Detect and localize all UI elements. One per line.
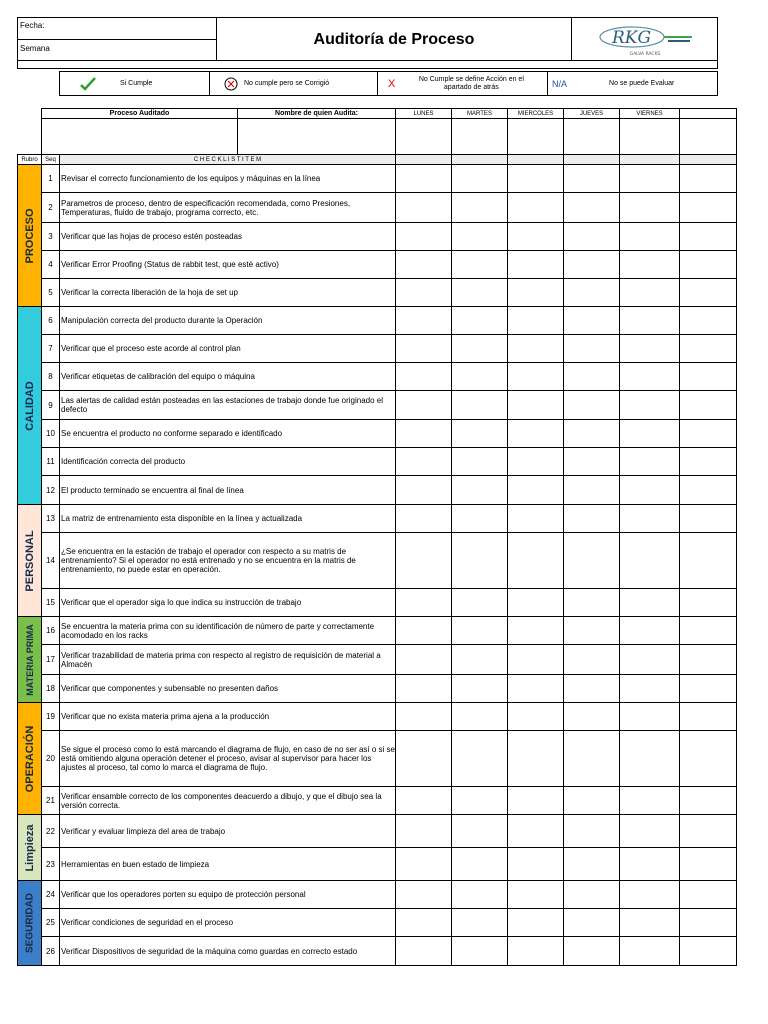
- table-row: [18, 787, 737, 815]
- day-check-cell[interactable]: [396, 505, 452, 533]
- checkmark-icon: [80, 77, 96, 91]
- day-check-cell[interactable]: [452, 909, 508, 937]
- checklist-item: Verificar condiciones de seguridad en el proceso: [60, 909, 396, 937]
- day-check-cell[interactable]: [452, 881, 508, 909]
- rubro-header: Rubro: [18, 155, 42, 165]
- day-check-cell[interactable]: [508, 476, 564, 505]
- day-check-cell[interactable]: [564, 307, 620, 335]
- semana-field[interactable]: [18, 40, 217, 61]
- semana-label: Semana: [20, 44, 50, 53]
- day-check-cell[interactable]: [564, 848, 620, 881]
- day-check-cell[interactable]: [396, 848, 452, 881]
- day-check-cell[interactable]: [396, 307, 452, 335]
- checklist-item: Verificar que el operador siga lo que indica su instrucción de trabajo: [60, 589, 396, 617]
- day-check-cell[interactable]: [452, 391, 508, 420]
- table-row: [18, 731, 737, 787]
- day-check-cell[interactable]: [452, 223, 508, 251]
- day-check-cell[interactable]: [396, 645, 452, 675]
- day-check-cell[interactable]: [620, 363, 680, 391]
- day-check-cell[interactable]: [620, 223, 680, 251]
- company-logo: [572, 18, 718, 61]
- checklist-item: Parametros de proceso, dentro de especificación recomendada, como Presiones, Temperaturas, fluido de trabajo, programa correcto, etc.: [60, 193, 396, 223]
- day-check-cell[interactable]: [452, 363, 508, 391]
- logo-mark: RKG: [612, 28, 652, 48]
- day-check-cell[interactable]: [452, 815, 508, 848]
- fecha-field[interactable]: [18, 18, 217, 40]
- table-row: [18, 165, 737, 193]
- day-check-cell[interactable]: [564, 617, 620, 645]
- checklist-header: C H E C K L I S T I T E M: [60, 155, 396, 165]
- table-row: [18, 420, 737, 448]
- day-cell[interactable]: [564, 119, 620, 155]
- day-check-cell[interactable]: [680, 703, 737, 731]
- day-check-cell[interactable]: [680, 391, 737, 420]
- day-header: LUNES: [396, 109, 452, 119]
- item-number: 10: [42, 420, 60, 448]
- day-check-cell[interactable]: [508, 703, 564, 731]
- checklist-item: Verificar que las hojas de proceso estén posteadas: [60, 223, 396, 251]
- legend-label-na: No se puede Evaluar: [609, 80, 675, 87]
- day-check-cell[interactable]: [508, 363, 564, 391]
- day-check-cell[interactable]: [508, 448, 564, 476]
- day-check-cell[interactable]: [564, 193, 620, 223]
- checklist-item: Verificar la correcta liberación de la hoja de set up: [60, 279, 396, 307]
- item-number: 3: [42, 223, 60, 251]
- day-check-cell[interactable]: [452, 937, 508, 966]
- day-check-cell[interactable]: [680, 363, 737, 391]
- day-check-cell[interactable]: [396, 617, 452, 645]
- day-check-cell[interactable]: [564, 505, 620, 533]
- day-check-cell[interactable]: [396, 448, 452, 476]
- x-icon: X: [388, 77, 396, 90]
- day-check-cell[interactable]: [452, 448, 508, 476]
- day-check-cell[interactable]: [564, 675, 620, 703]
- day-check-cell[interactable]: [564, 703, 620, 731]
- header-strip: [17, 61, 718, 69]
- day-check-cell[interactable]: [620, 703, 680, 731]
- day-check-cell[interactable]: [508, 937, 564, 966]
- checklist-item: Verificar trazabilidad de materia prima con respecto al registro de requisición de material a Almacén: [60, 645, 396, 675]
- day-check-cell[interactable]: [396, 476, 452, 505]
- day-check-cell[interactable]: [508, 848, 564, 881]
- item-number: 20: [42, 731, 60, 787]
- day-check-cell[interactable]: [620, 335, 680, 363]
- day-check-cell[interactable]: [620, 307, 680, 335]
- category-label: [18, 165, 42, 307]
- category-text: CALIDAD: [23, 380, 36, 431]
- category-label: [18, 617, 42, 703]
- item-number: 2: [42, 193, 60, 223]
- day-check-cell[interactable]: [680, 448, 737, 476]
- day-check-cell[interactable]: [680, 505, 737, 533]
- legend-item-cumple: [60, 72, 210, 95]
- day-check-cell[interactable]: [396, 193, 452, 223]
- day-check-cell[interactable]: [452, 251, 508, 279]
- checklist-item: Herramientas en buen estado de limpieza: [60, 848, 396, 881]
- table-row: [18, 881, 737, 909]
- day-check-cell[interactable]: [564, 476, 620, 505]
- table-row: [18, 307, 737, 335]
- legend-label-corrigio: No cumple pero se Corrigió: [244, 80, 330, 87]
- day-cell[interactable]: [452, 119, 508, 155]
- table-row: [18, 848, 737, 881]
- day-check-cell[interactable]: [620, 881, 680, 909]
- day-check-cell[interactable]: [620, 505, 680, 533]
- day-check-cell[interactable]: [508, 675, 564, 703]
- table-row: [18, 448, 737, 476]
- day-check-cell[interactable]: [564, 645, 620, 675]
- legend-item-corrigio: [210, 72, 378, 95]
- legend-item-na: [548, 72, 718, 95]
- table-row: [18, 909, 737, 937]
- checklist-item: Se sigue el proceso como lo está marcando el diagrama de flujo, en caso de no ser así o si se está omitiendo alguna operación detener el proceso, avisar al supervisor para hacer los ajustes al proceso, tal como lo marca el diagrama de flujo.: [60, 731, 396, 787]
- day-check-cell[interactable]: [508, 391, 564, 420]
- day-check-cell[interactable]: [396, 165, 452, 193]
- day-check-cell[interactable]: [680, 223, 737, 251]
- day-check-cell[interactable]: [396, 787, 452, 815]
- proceso-auditado-input[interactable]: [42, 119, 238, 155]
- day-check-cell[interactable]: [620, 279, 680, 307]
- day-check-cell[interactable]: [620, 617, 680, 645]
- item-number: 13: [42, 505, 60, 533]
- day-check-cell[interactable]: [396, 937, 452, 966]
- table-row: [18, 251, 737, 279]
- day-check-cell[interactable]: [564, 165, 620, 193]
- day-check-cell[interactable]: [564, 909, 620, 937]
- category-text: PROCESO: [23, 207, 36, 264]
- day-cell[interactable]: [396, 119, 452, 155]
- table-row: [18, 335, 737, 363]
- day-check-cell[interactable]: [452, 420, 508, 448]
- day-check-cell[interactable]: [508, 193, 564, 223]
- item-number: 26: [42, 937, 60, 966]
- item-number: 24: [42, 881, 60, 909]
- day-check-cell[interactable]: [452, 787, 508, 815]
- day-check-cell[interactable]: [508, 533, 564, 589]
- day-check-cell[interactable]: [452, 533, 508, 589]
- item-number: 7: [42, 335, 60, 363]
- checklist-item: Verificar que los operadores porten su equipo de protección personal: [60, 881, 396, 909]
- checklist-item: Verificar que componentes y subensable no presenten daños: [60, 675, 396, 703]
- category-text: OPERACIÓN: [23, 725, 36, 792]
- day-check-cell[interactable]: [680, 617, 737, 645]
- day-header: JUEVES: [564, 109, 620, 119]
- item-number: 23: [42, 848, 60, 881]
- day-check-cell[interactable]: [564, 589, 620, 617]
- day-check-cell[interactable]: [680, 881, 737, 909]
- day-check-cell[interactable]: [452, 703, 508, 731]
- checklist-item: Verificar que no exista materia prima ajena a la producción: [60, 703, 396, 731]
- day-cell[interactable]: [680, 119, 737, 155]
- checklist-item: Revisar el correcto funcionamiento de los equipos y máquinas en la línea: [60, 165, 396, 193]
- day-check-cell[interactable]: [680, 193, 737, 223]
- day-check-cell[interactable]: [680, 589, 737, 617]
- item-number: 25: [42, 909, 60, 937]
- day-check-cell[interactable]: [620, 815, 680, 848]
- day-header: VIERNES: [620, 109, 680, 119]
- item-number: 22: [42, 815, 60, 848]
- table-row: [18, 279, 737, 307]
- day-check-cell[interactable]: [452, 645, 508, 675]
- day-check-cell[interactable]: [564, 937, 620, 966]
- item-number: 4: [42, 251, 60, 279]
- category-text: Limpieza: [23, 823, 36, 872]
- day-check-cell[interactable]: [396, 420, 452, 448]
- item-number: 15: [42, 589, 60, 617]
- day-check-cell[interactable]: [396, 703, 452, 731]
- day-check-cell[interactable]: [508, 881, 564, 909]
- table-row: [18, 223, 737, 251]
- day-check-cell[interactable]: [620, 533, 680, 589]
- day-check-cell[interactable]: [680, 848, 737, 881]
- category-label: [18, 703, 42, 815]
- table-row: [18, 391, 737, 420]
- day-check-cell[interactable]: [452, 731, 508, 787]
- day-check-cell[interactable]: [564, 335, 620, 363]
- na-text: N/A: [552, 78, 568, 89]
- item-number: 11: [42, 448, 60, 476]
- checklist-item: Verificar etiquetas de calibración del equipo o máquina: [60, 363, 396, 391]
- day-check-cell[interactable]: [620, 589, 680, 617]
- item-number: 12: [42, 476, 60, 505]
- day-check-cell[interactable]: [620, 848, 680, 881]
- seq-header: Seq: [42, 155, 60, 165]
- checklist-table: [17, 108, 737, 966]
- day-check-cell[interactable]: [396, 909, 452, 937]
- day-check-cell[interactable]: [396, 279, 452, 307]
- category-label: [18, 881, 42, 966]
- item-number: 18: [42, 675, 60, 703]
- day-cell[interactable]: [620, 119, 680, 155]
- x-circle-icon: [224, 77, 238, 91]
- checklist-item: Identificación correcta del producto: [60, 448, 396, 476]
- logo-text: GALVA RACKS: [629, 52, 661, 57]
- day-check-cell[interactable]: [620, 391, 680, 420]
- category-text: MATERIA PRIMA: [24, 623, 35, 696]
- checklist-item: Se encuentra el producto no conforme separado e identificado: [60, 420, 396, 448]
- category-label: [18, 505, 42, 617]
- fecha-label: Fecha:: [20, 21, 45, 30]
- table-row: [18, 533, 737, 589]
- legend-label-accion: No Cumple se define Acción en el apartado de atrás: [418, 75, 524, 91]
- day-check-cell[interactable]: [396, 391, 452, 420]
- day-check-cell[interactable]: [564, 251, 620, 279]
- day-check-cell[interactable]: [508, 787, 564, 815]
- day-check-cell[interactable]: [508, 420, 564, 448]
- day-check-cell[interactable]: [680, 533, 737, 589]
- day-check-cell[interactable]: [452, 307, 508, 335]
- day-check-cell[interactable]: [620, 937, 680, 966]
- item-number: 16: [42, 617, 60, 645]
- checklist-item: Verificar Dispositivos de seguridad de la máquina como guardas en correcto estado: [60, 937, 396, 966]
- day-check-cell[interactable]: [680, 787, 737, 815]
- day-check-cell[interactable]: [396, 675, 452, 703]
- table-row: [18, 193, 737, 223]
- checklist-item: La matriz de entrenamiento esta disponible en la línea y actualizada: [60, 505, 396, 533]
- day-check-cell[interactable]: [620, 448, 680, 476]
- day-check-cell[interactable]: [452, 505, 508, 533]
- checklist-item: Verificar ensamble correcto de los componentes deacuerdo a dibujo, y que el dibujo sea la versión correcta.: [60, 787, 396, 815]
- item-number: 5: [42, 279, 60, 307]
- day-check-cell[interactable]: [396, 335, 452, 363]
- day-check-cell[interactable]: [396, 251, 452, 279]
- day-check-cell[interactable]: [680, 335, 737, 363]
- day-cell[interactable]: [508, 119, 564, 155]
- day-check-cell[interactable]: [620, 476, 680, 505]
- item-number: 1: [42, 165, 60, 193]
- checklist-item: ¿Se encuentra en la estación de trabajo el operador con respecto a su matris de entrenamiento? Si el operador no está entrenado y no se encuentra en la matris de entrenamiento, no puede estar en operación.: [60, 533, 396, 589]
- day-check-cell[interactable]: [508, 251, 564, 279]
- day-check-cell[interactable]: [452, 589, 508, 617]
- day-check-cell[interactable]: [680, 165, 737, 193]
- day-check-cell[interactable]: [620, 251, 680, 279]
- table-row: [18, 645, 737, 675]
- legend-label-cumple: Si Cumple: [120, 80, 153, 87]
- table-row: [18, 476, 737, 505]
- table-row: [18, 937, 737, 966]
- day-check-cell[interactable]: [452, 617, 508, 645]
- category-text: SEGURIDAD: [24, 892, 35, 954]
- day-check-cell[interactable]: [396, 589, 452, 617]
- day-check-cell[interactable]: [564, 731, 620, 787]
- header-box: [17, 17, 718, 61]
- day-check-cell[interactable]: [508, 815, 564, 848]
- day-check-cell[interactable]: [508, 307, 564, 335]
- day-check-cell[interactable]: [396, 815, 452, 848]
- proceso-auditado-header: Proceso Auditado: [42, 109, 238, 119]
- day-header: MARTES: [452, 109, 508, 119]
- nombre-audita-input[interactable]: [238, 119, 396, 155]
- table-row: [18, 589, 737, 617]
- day-check-cell[interactable]: [680, 937, 737, 966]
- checklist-item: Manipulación correcta del producto durante la Operación: [60, 307, 396, 335]
- day-check-cell[interactable]: [396, 223, 452, 251]
- day-check-cell[interactable]: [620, 787, 680, 815]
- item-number: 9: [42, 391, 60, 420]
- day-check-cell[interactable]: [620, 165, 680, 193]
- day-check-cell[interactable]: [396, 731, 452, 787]
- day-check-cell[interactable]: [564, 279, 620, 307]
- day-check-cell[interactable]: [508, 645, 564, 675]
- day-check-cell[interactable]: [680, 476, 737, 505]
- day-check-cell[interactable]: [620, 193, 680, 223]
- day-check-cell[interactable]: [680, 909, 737, 937]
- day-check-cell[interactable]: [396, 363, 452, 391]
- day-check-cell[interactable]: [680, 279, 737, 307]
- table-row: [18, 617, 737, 645]
- item-number: 6: [42, 307, 60, 335]
- day-check-cell[interactable]: [564, 391, 620, 420]
- item-number: 21: [42, 787, 60, 815]
- day-check-cell[interactable]: [508, 589, 564, 617]
- checklist-item: El producto terminado se encuentra al final de línea: [60, 476, 396, 505]
- day-header: MIERCOLES: [508, 109, 564, 119]
- day-check-cell[interactable]: [680, 307, 737, 335]
- day-check-cell[interactable]: [508, 335, 564, 363]
- item-number: 8: [42, 363, 60, 391]
- day-check-cell[interactable]: [680, 251, 737, 279]
- category-label: [18, 815, 42, 881]
- day-check-cell[interactable]: [452, 335, 508, 363]
- day-check-cell[interactable]: [508, 505, 564, 533]
- day-check-cell[interactable]: [508, 909, 564, 937]
- table-row: [18, 505, 737, 533]
- day-check-cell[interactable]: [620, 645, 680, 675]
- day-check-cell[interactable]: [452, 279, 508, 307]
- day-check-cell[interactable]: [564, 448, 620, 476]
- checklist-item: Verificar que el proceso este acorde al control plan: [60, 335, 396, 363]
- day-check-cell[interactable]: [620, 909, 680, 937]
- day-check-cell[interactable]: [620, 731, 680, 787]
- table-row: [18, 703, 737, 731]
- day-check-cell[interactable]: [620, 420, 680, 448]
- legend: [59, 71, 718, 96]
- day-check-cell[interactable]: [680, 420, 737, 448]
- day-check-cell[interactable]: [508, 165, 564, 193]
- item-number: 19: [42, 703, 60, 731]
- day-check-cell[interactable]: [452, 848, 508, 881]
- checklist-item: Verificar y evaluar limpieza del area de trabajo: [60, 815, 396, 848]
- day-check-cell[interactable]: [680, 731, 737, 787]
- nombre-audita-header: Nombre de quien Audita:: [238, 109, 396, 119]
- legend-item-accion: [378, 72, 548, 95]
- checklist-item: Las alertas de calidad están posteadas en las estaciones de trabajo donde fue originado el defecto: [60, 391, 396, 420]
- day-check-cell[interactable]: [564, 881, 620, 909]
- day-check-cell[interactable]: [564, 787, 620, 815]
- day-check-cell[interactable]: [452, 675, 508, 703]
- table-row: [18, 815, 737, 848]
- day-check-cell[interactable]: [564, 815, 620, 848]
- day-check-cell[interactable]: [680, 815, 737, 848]
- category-label: [18, 307, 42, 505]
- day-check-cell[interactable]: [396, 533, 452, 589]
- table-row: [18, 363, 737, 391]
- day-check-cell[interactable]: [508, 731, 564, 787]
- day-check-cell[interactable]: [396, 881, 452, 909]
- table-row: [18, 675, 737, 703]
- page-title: Auditoría de Proceso: [217, 18, 572, 61]
- day-check-cell[interactable]: [564, 533, 620, 589]
- day-check-cell[interactable]: [508, 617, 564, 645]
- day-check-cell[interactable]: [452, 193, 508, 223]
- logo-icon: [572, 18, 718, 61]
- checklist-item: Se encuentra la materia prima con su identificación de número de parte y correctamente acomodado en los racks: [60, 617, 396, 645]
- day-check-cell[interactable]: [452, 165, 508, 193]
- day-check-cell[interactable]: [564, 420, 620, 448]
- day-check-cell[interactable]: [508, 223, 564, 251]
- item-number: 14: [42, 533, 60, 589]
- item-number: 17: [42, 645, 60, 675]
- day-check-cell[interactable]: [680, 645, 737, 675]
- checklist-item: Verificar Error Proofing (Status de rabbit test, que esté activo): [60, 251, 396, 279]
- day-check-cell[interactable]: [564, 223, 620, 251]
- day-check-cell[interactable]: [680, 675, 737, 703]
- day-check-cell[interactable]: [452, 476, 508, 505]
- day-check-cell[interactable]: [508, 279, 564, 307]
- day-check-cell[interactable]: [620, 675, 680, 703]
- category-text: PERSONAL: [23, 529, 36, 592]
- day-check-cell[interactable]: [564, 363, 620, 391]
